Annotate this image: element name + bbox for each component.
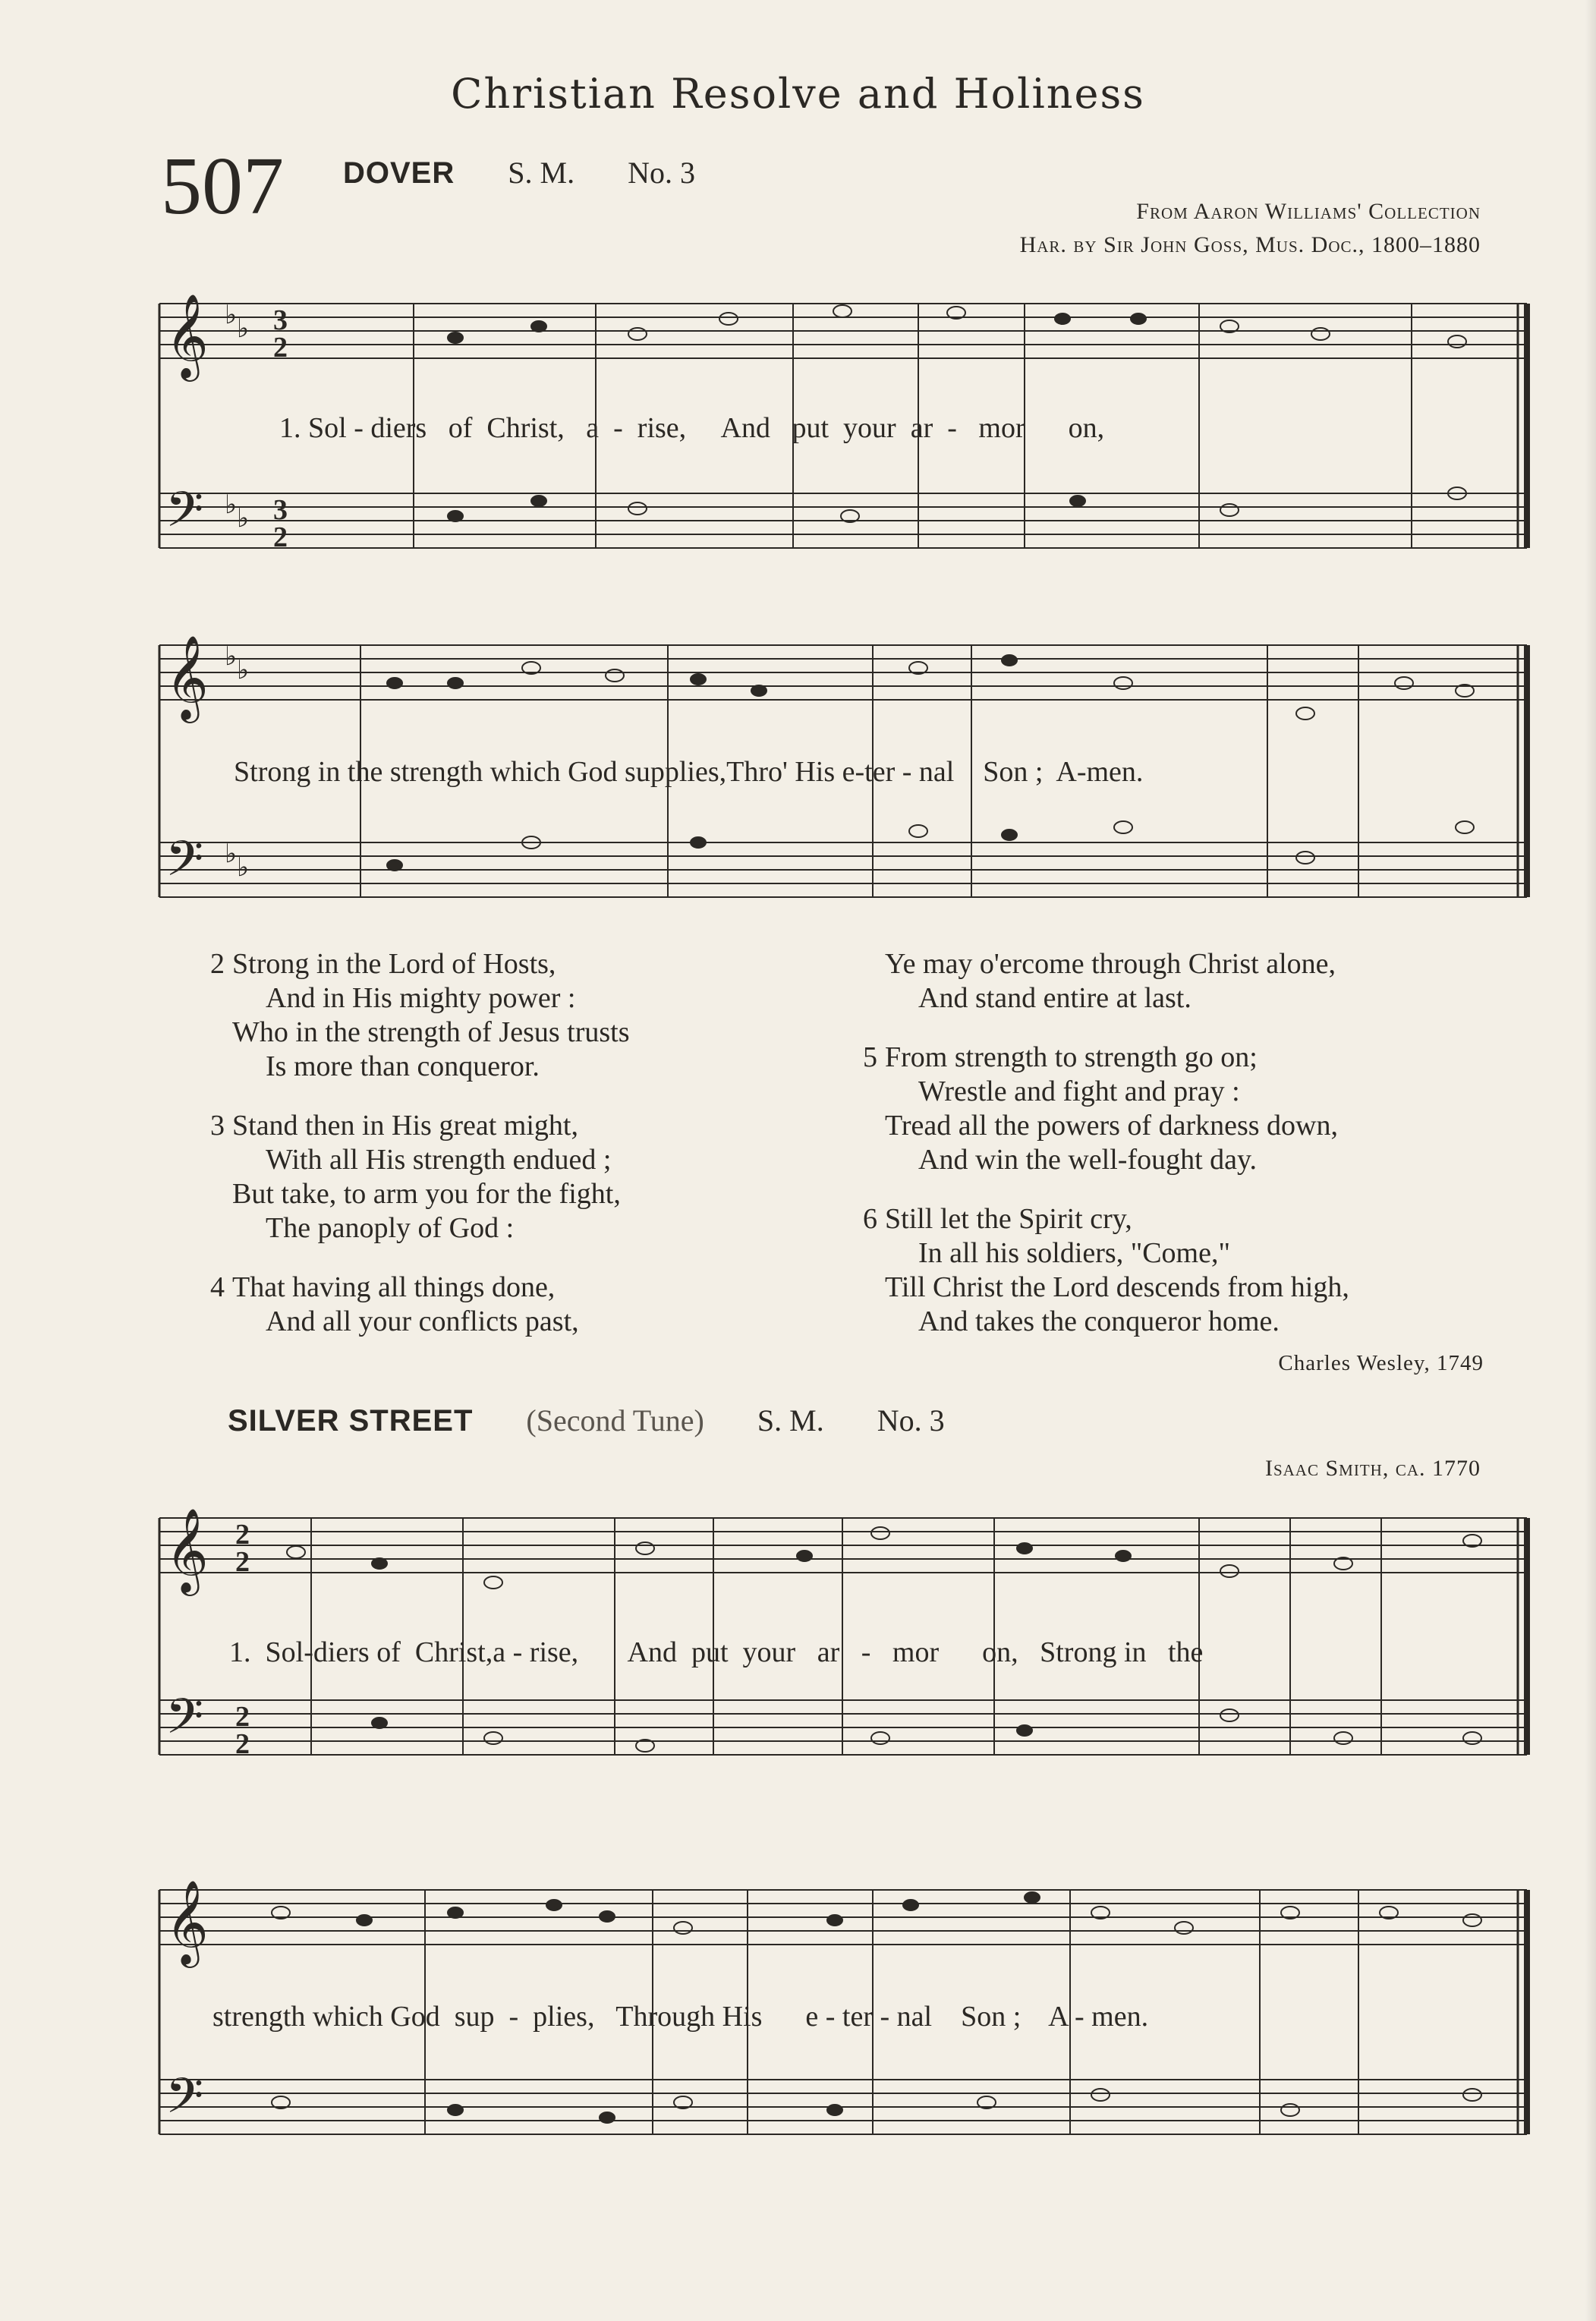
- stanza-line: And in His mighty power :: [266, 982, 576, 1014]
- svg-text:♭: ♭: [237, 655, 250, 685]
- stanza-3: [190, 1109, 812, 1246]
- tune-composer: Isaac Smith, ca. 1770: [1264, 1456, 1481, 1481]
- tune-source: From Aaron Williams' Collection: [1136, 199, 1481, 224]
- stanza-line: Still let the Spirit cry,: [885, 1203, 1132, 1235]
- dover-lyric-line-1: 1. Sol - diers of Christ, a - rise, And put your ar - mor on,: [279, 412, 1105, 444]
- stanza-line: The panoply of God :: [266, 1212, 515, 1244]
- svg-text:𝄢: 𝄢: [165, 2068, 204, 2137]
- svg-text:♭: ♭: [225, 641, 238, 672]
- tune-number: No. 3: [877, 1403, 945, 1438]
- silver-street-lyric-line-1: 1. Sol-diers of Christ,a - rise, And put your ar - mor on, Strong in the: [229, 1636, 1204, 1668]
- svg-text:𝄞: 𝄞: [165, 1507, 209, 1592]
- stanza-number: 4: [210, 1271, 225, 1303]
- tune-meter: S. M.: [508, 156, 575, 190]
- stanza-4: [190, 1271, 812, 1339]
- tune-meter: S. M.: [757, 1403, 824, 1438]
- stanza-number: 3: [210, 1110, 225, 1142]
- stanza-number: 6: [863, 1203, 877, 1235]
- tune-number: No. 3: [628, 156, 695, 190]
- svg-text:𝄞: 𝄞: [165, 293, 209, 378]
- stanza-line: And win the well-fought day.: [918, 1144, 1258, 1176]
- stanza-6: [842, 1202, 1525, 1339]
- svg-text:2: 2: [235, 1519, 250, 1551]
- svg-text:♭: ♭: [237, 313, 250, 344]
- svg-text:♭: ♭: [237, 503, 250, 534]
- tune-header-silver-street: [228, 1403, 945, 1438]
- stanza-line: But take, to arm you for the fight,: [232, 1178, 621, 1210]
- svg-text:𝄞: 𝄞: [165, 635, 209, 720]
- stanza-4-continued: [842, 947, 1525, 1016]
- page-edge-shadow: [1585, 0, 1596, 2321]
- stanza-line: Ye may o'ercome through Christ alone,: [885, 948, 1336, 980]
- stanza-line: Is more than conqueror.: [266, 1050, 540, 1082]
- stanza-number: 2: [210, 948, 225, 980]
- stanza-line: And all your conflicts past,: [266, 1305, 579, 1337]
- tune-name: SILVER STREET: [228, 1404, 474, 1438]
- stanzas-left: [190, 947, 812, 1339]
- stanza-line: Wrestle and fight and pray :: [918, 1075, 1240, 1107]
- svg-text:2: 2: [235, 1701, 250, 1733]
- stanza-line: Tread all the powers of darkness down,: [885, 1110, 1338, 1142]
- stanza-number: 5: [863, 1041, 877, 1073]
- stanza-line: Strong in the Lord of Hosts,: [232, 948, 556, 980]
- section-title: Christian Resolve and Holiness: [451, 70, 1145, 118]
- svg-text:♭: ♭: [225, 490, 238, 520]
- stanza-line: And takes the conqueror home.: [918, 1305, 1280, 1337]
- svg-text:𝄢: 𝄢: [165, 831, 204, 899]
- stanza-line: Who in the strength of Jesus trusts: [232, 1016, 630, 1048]
- stanza-2: [190, 947, 812, 1084]
- hymn-number: 507: [161, 141, 284, 231]
- tune-subtitle: (Second Tune): [526, 1403, 704, 1438]
- svg-text:♭: ♭: [237, 852, 250, 883]
- tune-name: DOVER: [343, 156, 455, 190]
- svg-text:3: 3: [273, 494, 288, 526]
- stanza-line: Till Christ the Lord descends from high,: [885, 1271, 1349, 1303]
- tune-harmonizer: Har. by Sir John Goss, Mus. Doc., 1800–1880: [1019, 232, 1481, 257]
- stanza-line: Stand then in His great might,: [232, 1110, 578, 1142]
- svg-text:2: 2: [273, 332, 288, 364]
- svg-text:2: 2: [235, 1546, 250, 1578]
- stanzas-right: [842, 947, 1525, 1339]
- svg-text:♭: ♭: [225, 839, 238, 869]
- stanza-line: That having all things done,: [232, 1271, 556, 1303]
- svg-text:𝄢: 𝄢: [165, 482, 204, 550]
- svg-text:2: 2: [273, 521, 288, 553]
- stanza-line: And stand entire at last.: [918, 982, 1191, 1014]
- stanza-line: From strength to strength go on;: [885, 1041, 1258, 1073]
- svg-text:♭: ♭: [225, 300, 238, 330]
- silver-street-lyric-line-2: strength which God sup - plies, Through His e - ter - nal Son ; A - men.: [212, 2001, 1149, 2033]
- svg-text:𝄢: 𝄢: [165, 1689, 204, 1757]
- hymn-author: Charles Wesley, 1749: [1278, 1351, 1484, 1375]
- svg-text:𝄞: 𝄞: [165, 1879, 209, 1964]
- svg-text:3: 3: [273, 304, 288, 336]
- stanza-5: [842, 1041, 1525, 1177]
- dover-lyric-line-2: Strong in the strength which God supplies,Thro' His e-ter - nal Son ; A-men.: [234, 756, 1144, 788]
- svg-text:2: 2: [235, 1728, 250, 1760]
- stanza-line: In all his soldiers, "Come,": [918, 1237, 1230, 1269]
- stanza-line: With all His strength endued ;: [266, 1144, 612, 1176]
